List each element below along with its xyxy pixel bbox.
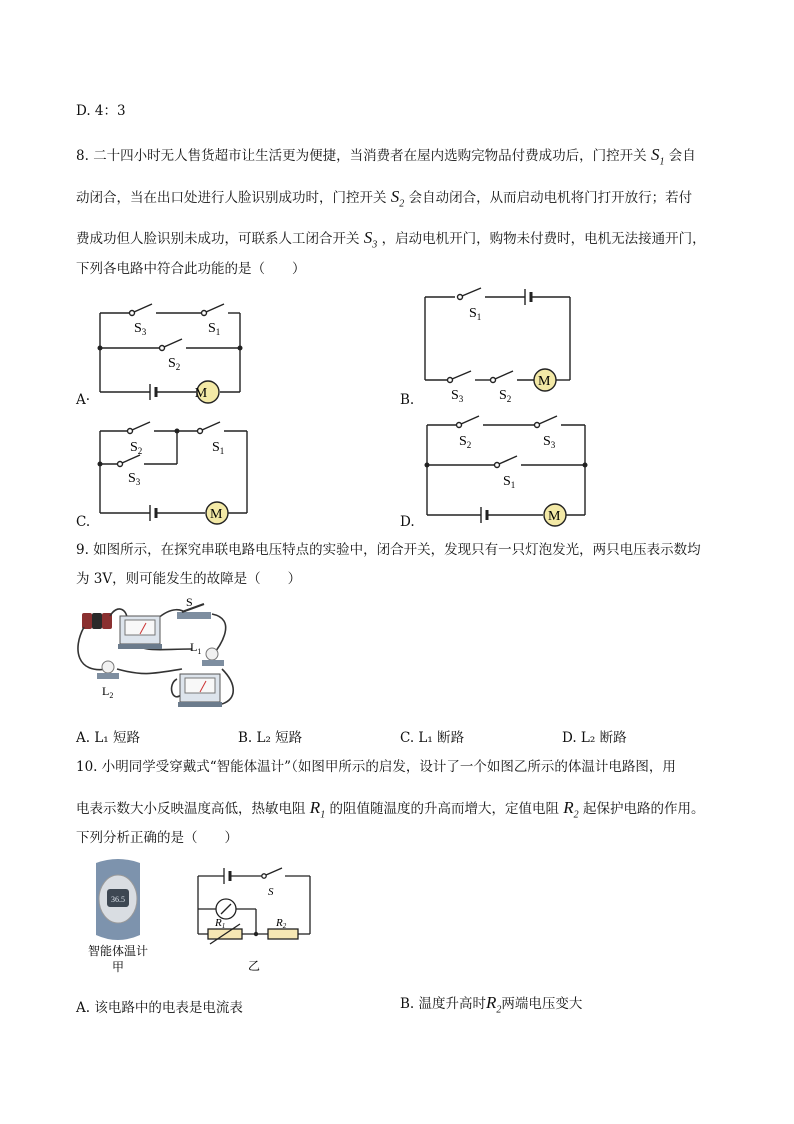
voltmeter-2-icon — [178, 674, 222, 707]
label-s2: $S_2$ — [499, 388, 512, 404]
label-s3: $S_3$ — [451, 388, 464, 404]
motor-label: M — [194, 386, 208, 401]
q8-s1-symbol: $S_1$ — [650, 145, 665, 168]
q8-number: 8. — [76, 148, 89, 164]
q9-option-d[interactable]: D. L₂ 断路 — [562, 730, 627, 746]
motor-label: M — [210, 507, 223, 522]
q10-r2-symbol: $R_2$ — [563, 798, 579, 821]
q10-line1: 10. 小明同学受穿戴式“智能体温计”（如图甲所示的启发，设计了一个如图乙所示的体温计电路图，用 — [76, 759, 676, 775]
label-s1: $S_1$ — [503, 474, 516, 490]
q8-option-c[interactable]: C. — [76, 514, 91, 530]
label-s3: $S_3$ — [543, 434, 556, 450]
q10-option-a[interactable]: A. 该电路中的电表是电流表 — [76, 1000, 243, 1016]
q9-option-c[interactable]: C. L₁ 断路 — [400, 730, 465, 746]
q10-figure-yi — [190, 862, 320, 977]
q9-option-b[interactable]: B. L₂ 短路 — [238, 730, 303, 746]
prev-option-d: D. 4：3 — [76, 103, 126, 119]
q8-line2: 动闭合，当在出口处进行人脸识别成功时，门控开关 $S_2$ 会自动闭合，从而启动电机将门打开放行；若付 — [76, 187, 693, 210]
q8-option-b[interactable]: B. — [400, 392, 415, 408]
yi-r2-label: R2 — [276, 917, 287, 930]
q10-line2: 电表示数大小反映温度高低，热敏电阻 $R_1$ 的阻值随温度的升高而增大，定值电阻 $R_2$ 起保护电路的作用。 — [76, 798, 705, 821]
q8-line3: 费成功但人脸识别未成功，可联系人工闭合开关 $S_3$ ，启动电机开门，购物未付费时，电机无法接通开门， — [76, 228, 706, 251]
label-s3: $S_3$ — [128, 471, 141, 487]
label-s2: $S_2$ — [130, 440, 143, 456]
q9-line2: 为 3V，则可能发生的故障是（ ） — [76, 571, 302, 587]
yi-caption: 乙 — [247, 959, 261, 973]
q10-option-b[interactable]: B. 温度升高时$R_2$两端电压变大 — [400, 993, 583, 1016]
q10-line3: 下列分析正确的是（ ） — [76, 830, 238, 846]
label-s1: $S_1$ — [208, 321, 221, 337]
q10-option-b-r2-symbol: $R_2$ — [486, 993, 502, 1016]
switch-label: S — [186, 595, 193, 609]
q8-option-d[interactable]: D. — [400, 514, 415, 530]
yi-switch-label: S — [268, 886, 274, 898]
q10-r1-symbol: $R_1$ — [309, 798, 326, 821]
label-s2: $S_2$ — [168, 356, 181, 372]
q10-figure-jia — [78, 855, 158, 975]
jia-caption-2: 甲 — [111, 960, 125, 974]
yi-r1-label: R1 — [215, 917, 226, 930]
q8-line1 — [76, 146, 696, 171]
label-s1: $S_1$ — [212, 440, 225, 456]
svg-text:36.5: 36.5 — [111, 895, 125, 904]
motor-label: M — [538, 374, 551, 389]
switch-icon — [177, 604, 211, 619]
l1-label: $L_1$ — [190, 640, 202, 656]
jia-caption-1: 智能体温计 — [87, 944, 149, 958]
q8-option-a[interactable]: A· — [76, 392, 91, 408]
circuit-a — [90, 295, 250, 407]
wristband-thermometer-icon — [96, 859, 140, 940]
motor-label: M — [548, 509, 561, 524]
q9-option-a[interactable]: A. L₁ 短路 — [76, 730, 140, 746]
voltmeter-1-icon — [118, 616, 162, 649]
q8-line1-end: 会自 — [668, 148, 696, 164]
l2-label: $L_2$ — [102, 684, 114, 700]
q8-line4: 下列各电路中符合此功能的是（ ） — [76, 261, 306, 277]
bulb-l1-icon — [202, 648, 224, 666]
q9-line1: 9. 如图所示，在探究串联电路电压特点的实验中，闭合开关，发现只有一只灯泡发光，两只电压表示数均 — [76, 542, 701, 558]
battery-icon — [82, 613, 112, 629]
label-s2: $S_2$ — [459, 434, 472, 450]
circuit-c — [90, 415, 255, 527]
q9-figure — [72, 594, 242, 716]
q8-s2-symbol: $S_2$ — [390, 187, 405, 210]
label-s3: $S_3$ — [134, 321, 147, 337]
label-s1: $S_1$ — [469, 306, 482, 322]
q8-line1-text: 二十四小时无人售货超市让生活更为便捷，当消费者在屋内选购完物品付费成功后，门控开关 — [93, 148, 647, 164]
circuit-b — [415, 285, 580, 405]
q8-s3-symbol: $S_3$ — [363, 228, 378, 251]
circuit-d — [415, 405, 595, 530]
